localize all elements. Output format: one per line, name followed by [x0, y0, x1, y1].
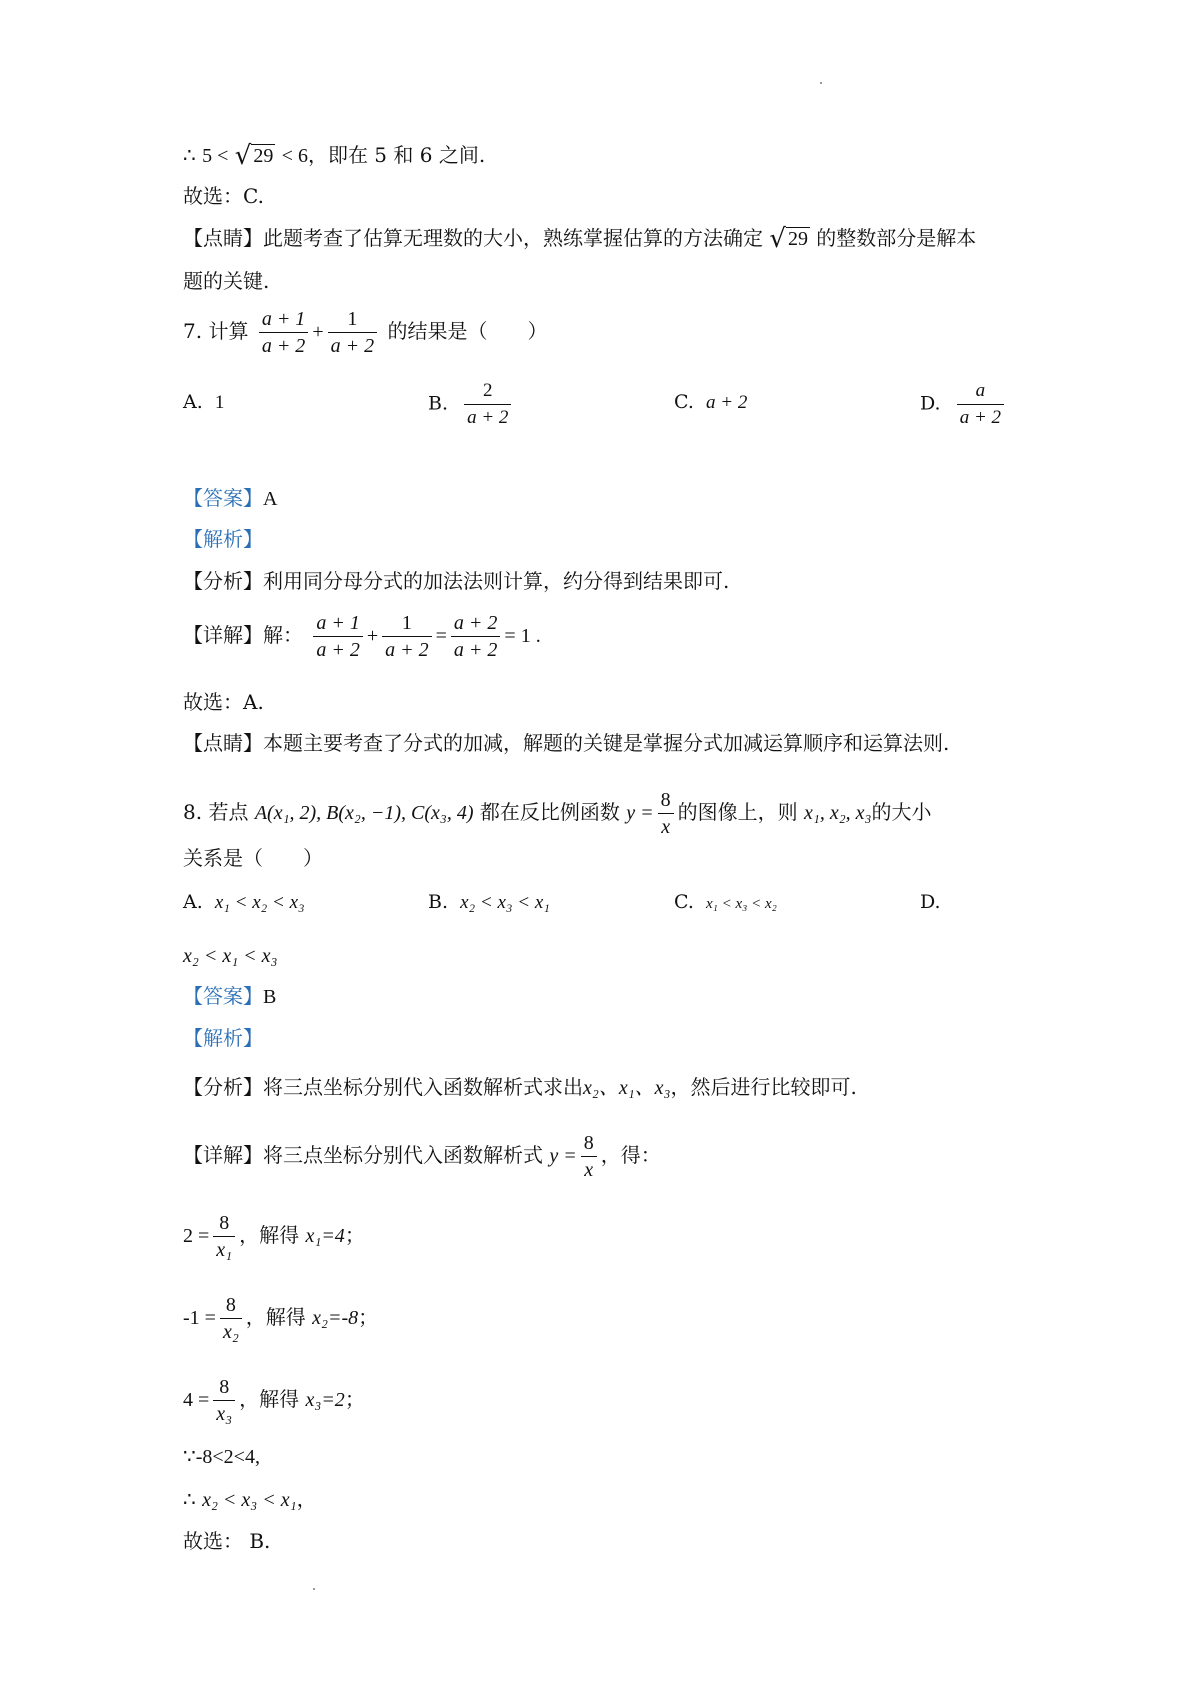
- q7-choose: 故选：A.: [183, 690, 264, 714]
- sqrt-29: 29: [787, 228, 808, 250]
- q8-eq1: 2 = $\frac{8}{\text{x₁}}$ ，解得 x₁=4；: [183, 1212, 365, 1261]
- sec6-dianjing-line2: 题的关键.: [183, 269, 270, 293]
- q8-because: ∵-8<2<4,: [183, 1446, 260, 1468]
- q8-therefore: ∴ x₂ < x₃ < x₁，: [183, 1487, 317, 1511]
- fraction: $\frac{a + 2}{a + 2}$: [451, 610, 501, 663]
- q8-fenxi: 【分析】将三点坐标分别代入函数解析式求出x₂、x₁、x₃，然后进行比较即可.: [183, 1075, 857, 1099]
- q8-answer: [183, 982, 276, 1011]
- ineq-right: < 6: [281, 145, 308, 167]
- q7-option-a: A. 1: [183, 391, 225, 413]
- question-number: 8.: [183, 800, 203, 824]
- fraction: $\frac{8}{\text{x₁}}$: [213, 1210, 235, 1263]
- dianjing-tag: 【点睛】: [183, 226, 263, 250]
- fraction: $\frac{1}{a + 2}$: [328, 306, 378, 359]
- between-text: ，即在 5 和 6 之间.: [307, 143, 486, 167]
- answer-value: A: [263, 488, 278, 510]
- question-number: 7.: [183, 319, 203, 343]
- q8-option-a: A. x₁ < x₂ < x₃: [183, 891, 305, 913]
- radical-symbol: √: [769, 224, 786, 254]
- fraction: $\frac{8}{x}$: [581, 1130, 597, 1183]
- answer-value: B: [263, 986, 277, 1008]
- q8-eq3: 4 = $\frac{8}{\text{x₃}}$ ，解得 x₃=2；: [183, 1376, 365, 1425]
- q8-option-d-value: x₂ < x₁ < x₃: [183, 945, 278, 967]
- q7-xiangjie: 【详解】解： $\frac{a + 1}{a + 2}$ + $\frac{1}{a + 2}$ = $\frac{a + 2}{a + 2}$ = 1 .: [183, 612, 541, 661]
- q7-option-c: C. a + 2: [674, 391, 748, 413]
- fraction: $\frac{a}{a + 2}$: [957, 378, 1004, 431]
- q7-tail: 的结果是（ ）: [387, 319, 548, 343]
- sec6-inequality-line: [183, 141, 485, 170]
- q8-jiexi-tag: 【解析】: [183, 1026, 263, 1050]
- sec6-dianjing-line1: [183, 224, 976, 253]
- q8-choose: 故选： B.: [183, 1529, 271, 1553]
- q8-option-c: C. x₁ < x₃ < x₂: [674, 891, 777, 913]
- q8-stem-line2: 关系是（ ）: [183, 846, 323, 870]
- plus-sign: +: [312, 321, 324, 343]
- q7-answer: [183, 484, 277, 513]
- dianjing-text: 此题考查了估算无理数的大小，熟练掌握估算的方法确定: [263, 226, 763, 250]
- fraction: $\frac{a + 1}{a + 2}$: [313, 610, 363, 663]
- fraction: $\frac{8}{\text{x₂}}$: [220, 1292, 242, 1345]
- answer-tag: 【答案】: [183, 984, 263, 1008]
- q7-option-d: D. $\frac{a}{a + 2}$: [920, 378, 1008, 431]
- q8-stem-line1: 8. 若点 A(x₁, 2), B(x₂, −1), C(x₃, 4) 都在反比例函数 y = $\frac{8}{x}$ 的图像上，则 x₁, x₂, x₃的大小: [183, 789, 932, 838]
- q7-lead: 计算: [208, 319, 249, 343]
- scan-speck: [820, 82, 822, 84]
- fraction: $\frac{2}{a + 2}$: [464, 378, 511, 431]
- q7-fenxi: 【分析】利用同分母分式的加法法则计算，约分得到结果即可.: [183, 569, 730, 593]
- q8-xiangjie: 【详解】将三点坐标分别代入函数解析式 y = $\frac{8}{x}$ ，得：: [183, 1132, 661, 1181]
- sec6-choose: 故选：C.: [183, 184, 264, 208]
- q7-stem: [183, 306, 547, 359]
- fraction: $\frac{8}{\text{x₃}}$: [213, 1374, 235, 1427]
- dianjing-text: 的整数部分是解本: [816, 226, 977, 250]
- points: A(x₁, 2), B(x₂, −1), C(x₃, 4): [254, 802, 474, 824]
- scan-speck: [313, 1588, 315, 1590]
- ineq-left: 5 <: [202, 145, 229, 167]
- therefore-symbol: ∴: [183, 143, 196, 167]
- answer-tag: 【答案】: [183, 486, 263, 510]
- radical-symbol: √: [234, 141, 252, 171]
- q7-dianjing: 【点睛】本题主要考查了分式的加减，解题的关键是掌握分式加减运算顺序和运算法则.: [183, 731, 950, 755]
- q7-jiexi-tag: 【解析】: [183, 527, 263, 551]
- fraction: $\frac{a + 1}{a + 2}$: [259, 306, 309, 359]
- fraction: $\frac{8}{x}$: [658, 787, 674, 840]
- sqrt-29: 29: [253, 145, 274, 167]
- q8-eq2: -1 = $\frac{8}{\text{x₂}}$ ，解得 x₂=-8；: [183, 1294, 379, 1343]
- q8-option-d-label: D.: [920, 891, 941, 913]
- q7-option-b: B. $\frac{2}{a + 2}$: [428, 378, 515, 431]
- fraction: $\frac{1}{a + 2}$: [382, 610, 432, 663]
- q8-option-b: B. x₂ < x₃ < x₁: [428, 891, 550, 913]
